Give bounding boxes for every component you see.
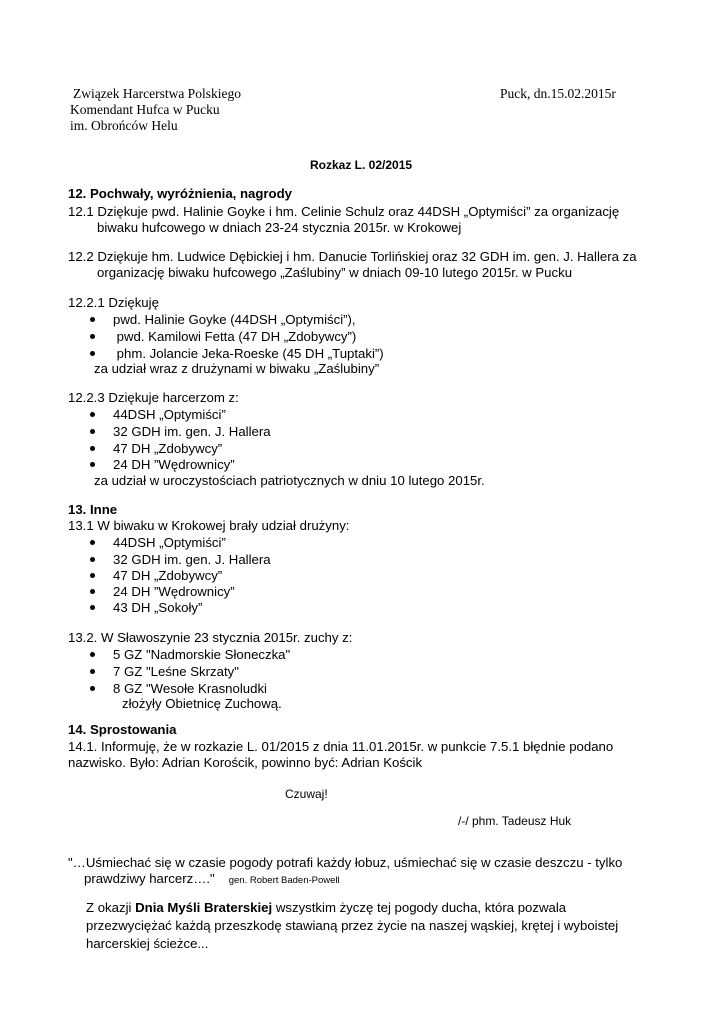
bullet-icon	[90, 589, 95, 594]
quote-text: prawdziwy harcerz…."	[84, 871, 215, 886]
bullet-icon	[90, 573, 95, 578]
quote-line	[84, 871, 340, 889]
organization-header	[70, 86, 241, 134]
bullet-icon	[90, 446, 95, 451]
paragraph-line: za udział wraz z drużynami w biwaku „Zaślubiny”	[94, 361, 380, 376]
list-item: pwd. Kamilowi Fetta (47 DH „Zdobywcy”)	[90, 329, 356, 345]
list-item: 44DSH „Optymiści”	[90, 535, 226, 551]
wish-line: harcerskiej ścieżce...	[86, 936, 209, 951]
list-item: 24 DH ”Wędrownicy”	[90, 584, 235, 600]
list-item: 47 DH „Zdobywcy”	[90, 568, 222, 584]
bullet-icon	[90, 351, 95, 356]
list-item: 7 GZ "Leśne Skrzaty"	[90, 664, 239, 680]
list-item: phm. Jolancie Jeka-Roeske (45 DH „Tuptaki”)	[90, 346, 384, 362]
list-item: pwd. Halinie Goyke (44DSH „Optymiści”),	[90, 312, 356, 328]
paragraph-line: 13.1 W biwaku w Krokowej brały udział drużyny:	[68, 518, 350, 533]
quote-author: gen. Robert Baden-Powell	[228, 875, 340, 886]
bullet-icon	[90, 557, 95, 562]
quote-line: "…Uśmiechać się w czasie pogody potrafi każdy łobuz, uśmiechać się w czasie deszczu - tylko	[68, 855, 623, 870]
closing-greeting: Czuwaj!	[285, 787, 328, 801]
bullet-icon	[90, 669, 95, 674]
wish-prefix: Z okazji	[86, 900, 136, 915]
bullet-icon	[90, 317, 95, 322]
list-item: 47 DH „Zdobywcy”	[90, 441, 222, 457]
paragraph-line: 13.2. W Sławoszynie 23 stycznia 2015r. zuchy z:	[68, 630, 353, 645]
wish-line	[86, 900, 566, 916]
wish-suffix: wszystkim życzę tej pogody ducha, która pozwala	[272, 900, 567, 915]
bullet-icon	[90, 429, 95, 434]
paragraph-line: 12.2 Dziękuje hm. Ludwice Dębickiej i hm. Danucie Torlińskiej oraz 32 GDH im. gen. J. Hallera za	[68, 249, 637, 264]
list-item: 44DSH „Optymiści”	[90, 407, 226, 423]
bullet-icon	[90, 605, 95, 610]
section-heading: 12. Pochwały, wyróżnienia, nagrody	[68, 186, 293, 201]
list-item: 32 GDH im. gen. J. Hallera	[90, 424, 271, 440]
bullet-icon	[90, 686, 95, 691]
bullet-icon	[90, 540, 95, 545]
bullet-icon	[90, 462, 95, 467]
list-item: 24 DH ”Wędrownicy”	[90, 457, 235, 473]
paragraph-line: biwaku hufcowego w dniach 23-24 stycznia 2015r. w Krokowej	[97, 220, 462, 235]
org-line: im. Obrońców Helu	[70, 118, 178, 133]
paragraph-line: 12.2.3 Dziękuje harcerzom z:	[68, 390, 239, 405]
list-item: 8 GZ "Wesołe Krasnoludki	[90, 681, 267, 697]
bullet-icon	[90, 652, 95, 657]
section-heading: 14. Sprostowania	[68, 722, 177, 737]
paragraph-line: 12.2.1 Dziękuję	[68, 295, 159, 310]
paragraph-line: 14.1. Informuję, że w rozkazie L. 01/2015 z dnia 11.01.2015r. w punkcie 7.5.1 błędnie podano	[68, 739, 614, 754]
wish-bold: Dnia Myśli Braterskiej	[135, 900, 273, 915]
paragraph-line: 12.1 Dziękuje pwd. Halinie Goyke i hm. Celinie Schulz oraz 44DSH „Optymiści” za organizację	[68, 204, 620, 219]
document-title: Rozkaz L. 02/2015	[310, 158, 413, 172]
paragraph-line: nazwisko. Było: Adrian Korościk, powinno być: Adrian Kościk	[68, 755, 423, 770]
signature: /-/ phm. Tadeusz Huk	[458, 814, 572, 828]
org-line: Związek Harcerstwa Polskiego	[73, 86, 241, 101]
list-item: 43 DH „Sokoły”	[90, 600, 202, 616]
wish-line: przezwyciężać każdą przeszkodę stawianą przez życie na naszej wąskiej, krętej i wyboistej	[86, 918, 619, 933]
paragraph-line: organizację biwaku hufcowego „Zaślubiny” w dniach 09-10 lutego 2015r. w Pucku	[97, 265, 573, 280]
place-date: Puck, dn.15.02.2015r	[500, 86, 616, 101]
org-line: Komendant Hufca w Pucku	[70, 102, 220, 117]
list-item: 5 GZ "Nadmorskie Słoneczka"	[90, 647, 290, 663]
bullet-icon	[90, 334, 95, 339]
paragraph-line: za udział w uroczystościach patriotycznych w dniu 10 lutego 2015r.	[94, 473, 485, 488]
bullet-icon	[90, 412, 95, 417]
paragraph-line: złożyły Obietnicę Zuchową.	[122, 696, 282, 711]
section-heading: 13. Inne	[68, 502, 118, 517]
list-item: 32 GDH im. gen. J. Hallera	[90, 552, 271, 568]
